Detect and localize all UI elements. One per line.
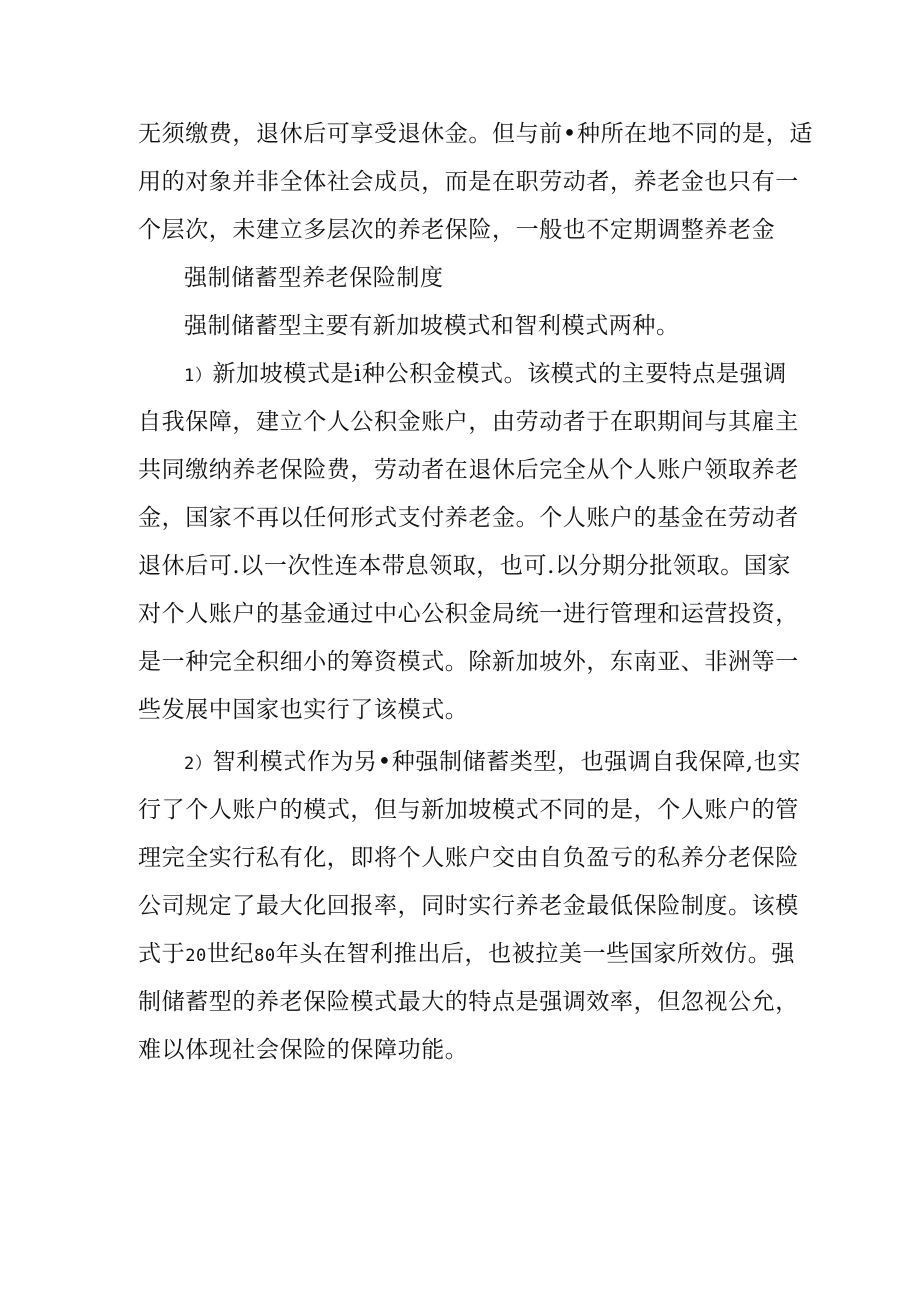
text-line: 制储蓄型的养老保险模式最大的特点是强调效率，但忽视公允， [138,989,799,1015]
text-line: 行了个人账户的模式，但与新加坡模式不同的是，个人账户的管 [138,797,799,823]
text-line: 退休后可.以一次性连本带息领取，也可.以分期分批领取。国家 [138,553,792,579]
text-span: 世纪 [206,941,255,967]
text-span: 年头在智利推出后，也被拉美一些国家所效仿。强 [275,941,795,967]
text-span: 式于 [138,941,186,967]
list-marker: 1） [184,366,213,386]
text-line: 是一种完全积细小的筹资模式。除新加坡外，东南亚、非洲等一 [138,649,799,675]
text-line [138,738,801,786]
text-line: 对个人账户的基金通过中心公积金局统一进行管理和运营投资， [138,601,799,627]
paragraph-continuation [138,110,813,254]
heading-text: 强制储蓄型养老保险制度 [184,265,444,291]
text-line: 些发展中国家也实行了该模式。 [138,697,469,723]
text-line [138,350,787,398]
text-line [138,930,795,978]
text-line: 难以体现社会保险的保障功能。 [138,1037,469,1063]
text-line: 金，国家不再以任何形式支付养老金。个人账户的基金在劳动者 [138,505,799,531]
paragraph-singapore-model [138,350,799,734]
text-line: 共同缴纳养老保险费，劳动者在退休后完全从个人账户领取养老 [138,457,799,483]
text-line: 用的对象并非全体社会成员，而是在职劳动者，养老金也只有一 [138,169,799,195]
text-line: 强制储蓄型主要有新加坡模式和智利模式两种。 [184,313,680,339]
number-span: 80 [254,946,276,966]
text-line: 无须缴费，退休后可享受退休金。但与前•种所在地不同的是，适 [138,121,813,147]
text-line: 理完全实行私有化，即将个人账户交由自负盈亏的私养分老保险 [138,845,799,871]
list-marker: 2） [184,754,213,774]
number-span: 20 [185,946,207,966]
paragraph-chile-model [138,738,801,1074]
text-line: 个层次，未建立多层次的养老保险，一般也不定期调整养老金 [138,217,776,243]
text-line: 公司规定了最大化回报率，同时实行养老金最低保险制度。该模 [138,893,799,919]
text-line: 自我保障，建立个人公积金账户，由劳动者于在职期间与其雇主 [138,409,799,435]
paragraph-intro [138,302,778,350]
text-span: 新加坡模式是i种公积金模式。该模式的主要特点是强调 [212,361,787,387]
text-span: 智利模式作为另•种强制储蓄类型，也强调自我保障,也实 [212,749,801,775]
section-heading [138,254,778,302]
